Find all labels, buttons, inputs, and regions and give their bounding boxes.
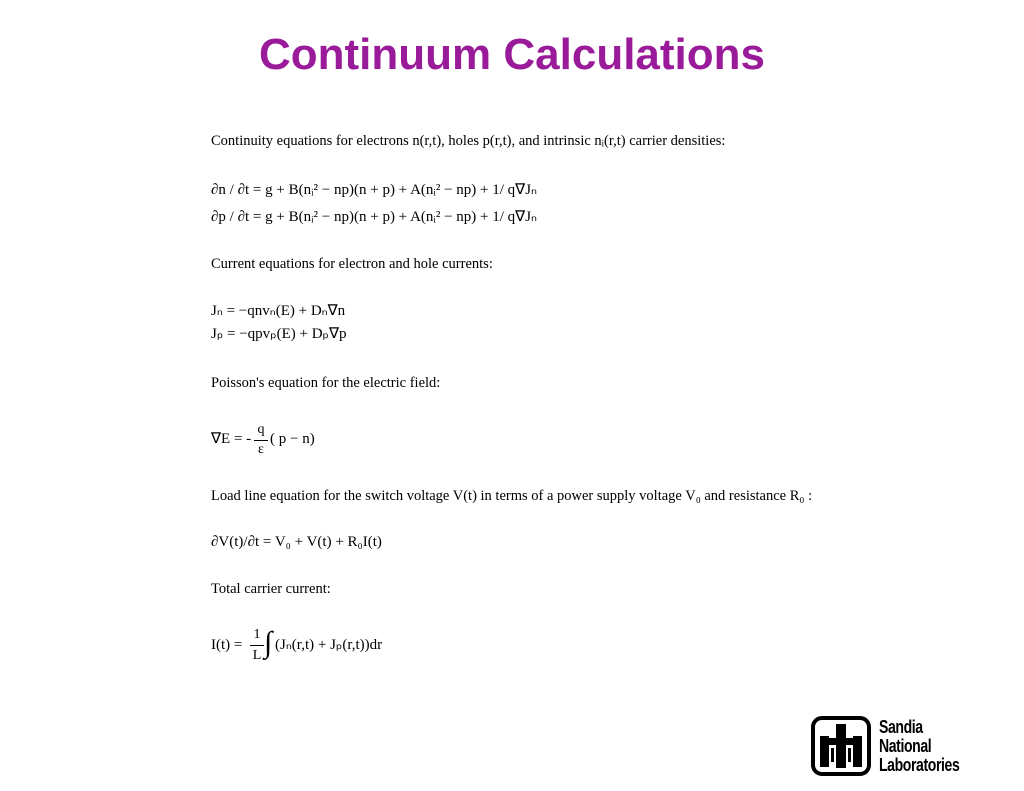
logo-line-3: Laboratories — [879, 755, 960, 775]
total-current-fraction-bar — [250, 645, 264, 646]
current-equation-holes: Jₚ = −qpvₚ(E) + Dₚ∇p — [211, 326, 347, 342]
slide-title: Continuum Calculations — [259, 30, 765, 79]
total-current-rhs: (Jₙ(r,t) + Jₚ(r,t))dr — [275, 637, 383, 653]
loadline-intro: Load line equation for the switch voltage V(t) in terms of a power supply voltage V₀ and resistance R₀ : — [211, 488, 813, 504]
poisson-intro: Poisson's equation for the electric field: — [211, 375, 441, 391]
integral-sign: ∫ — [264, 626, 273, 659]
current-intro: Current equations for electron and hole currents: — [211, 256, 493, 272]
poisson-fraction-bar — [254, 440, 268, 441]
poisson-denominator: ε — [258, 442, 264, 457]
logo-line-2: National — [879, 736, 932, 756]
current-equation-electrons: Jₙ = −qnvₙ(E) + Dₙ∇n — [211, 303, 346, 319]
continuity-intro: Continuity equations for electrons n(r,t), holes p(r,t), and intrinsic nᵢ(r,t) carrier densities: — [211, 133, 726, 149]
total-current-denominator: L — [252, 648, 262, 663]
sandia-wordmark — [879, 718, 959, 775]
poisson-numerator: q — [257, 422, 265, 437]
total-current-intro: Total carrier current: — [211, 581, 331, 597]
total-current-numerator: 1 — [253, 627, 261, 642]
loadline-equation: ∂V(t)/∂t = V₀ + V(t) + R₀I(t) — [211, 534, 382, 550]
poisson-lhs: ∇E = - — [211, 431, 252, 447]
poisson-rhs: ( p − n) — [270, 431, 315, 447]
continuity-equation-holes: ∂p / ∂t = g + B(nᵢ² − np)(n + p) + A(nᵢ² − np) + 1/ q∇Jₙ — [211, 209, 538, 225]
total-current-lhs: I(t) = — [211, 637, 243, 653]
sandia-thunderbird-icon — [811, 716, 871, 776]
logo-line-1: Sandia — [879, 717, 923, 737]
sandia-logo — [811, 716, 971, 780]
continuity-equation-electrons: ∂n / ∂t = g + B(nᵢ² − np)(n + p) + A(nᵢ² − np) + 1/ q∇Jₙ — [211, 182, 538, 198]
